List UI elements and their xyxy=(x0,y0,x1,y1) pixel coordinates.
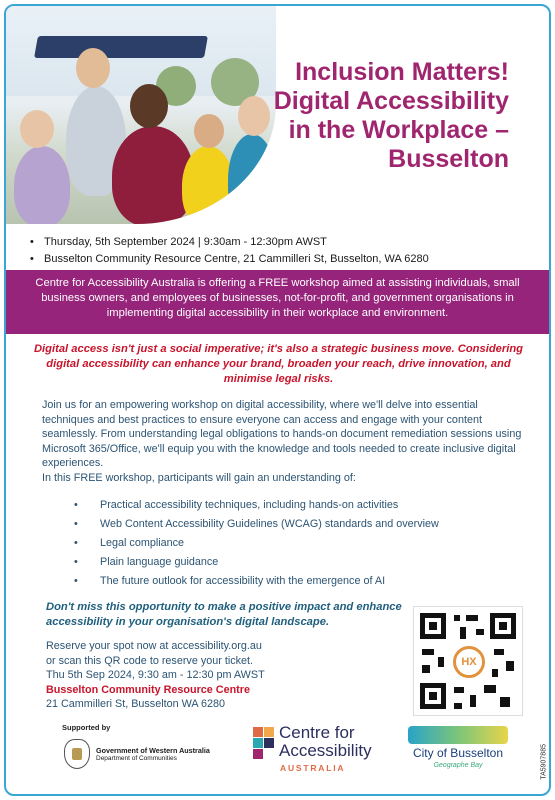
cfa-logo-line3: AUSTRALIA xyxy=(280,763,346,773)
qr-code[interactable] xyxy=(413,606,523,716)
logo-square-icon xyxy=(264,727,274,737)
print-code: TA5907885 xyxy=(541,744,548,780)
government-logo xyxy=(64,739,210,769)
event-date-time: • Thursday, 5th September 2024 | 9:30am - 12:30pm AWST xyxy=(28,234,429,251)
crest-icon xyxy=(64,739,90,769)
intro-band: Centre for Accessibility Australia is offering a FREE workshop aimed at assisting individuals, small business owners, and employees of businesses, not-for-profit, and government organisations in implementing digital accessibility in their workplace and environment. xyxy=(6,270,549,334)
workshop-description xyxy=(42,398,532,486)
reservation-info xyxy=(46,639,406,712)
cfa-logo-line1: Centre for xyxy=(279,723,355,742)
department-name: Department of Communities xyxy=(96,755,177,762)
list-item: • The future outlook for accessibility with the emergence of AI xyxy=(66,572,506,591)
government-name: Government of Western Australia xyxy=(96,746,210,755)
reserve-address: 21 Cammilleri St, Busselton WA 6280 xyxy=(46,698,226,711)
logo-square-icon xyxy=(253,749,263,759)
list-item: • Web Content Accessibility Guidelines (WCAG) standards and overview xyxy=(66,515,506,534)
event-details xyxy=(28,234,429,268)
logo-square-icon xyxy=(253,727,263,737)
flyer-frame xyxy=(4,4,551,796)
supported-by-label: Supported by xyxy=(62,723,111,732)
city-name: City of Busselton xyxy=(412,746,504,760)
list-item: • Practical accessibility techniques, including hands-on activities xyxy=(66,496,506,515)
wave-icon xyxy=(408,726,508,744)
cfa-logo xyxy=(253,723,393,779)
reserve-line-date: Thu 5th Sep 2024, 9:30 am - 12:30 pm AWST xyxy=(46,669,265,682)
description-lead: In this FREE workshop, participants will gain an understanding of: xyxy=(42,471,356,484)
event-location: • Busselton Community Resource Centre, 21 Cammilleri St, Busselton, WA 6280 xyxy=(28,251,429,268)
logo-square-icon xyxy=(264,738,274,748)
list-item: • Plain language guidance xyxy=(66,553,506,572)
hero-photo xyxy=(6,6,276,224)
call-to-action: Don't miss this opportunity to make a positive impact and enhance accessibility in your organisation's digital landscape. xyxy=(46,601,402,628)
topics-list xyxy=(66,496,506,591)
strategic-statement: Digital access isn't just a social imperative; it's also a strategic business move. Considering digital accessibility can enhance your brand, broaden your reach, drive innovation, and minimise legal risks. xyxy=(33,343,524,385)
page-title: Inclusion Matters! Digital Accessibility in the Workplace – Busselton xyxy=(273,58,509,173)
reserve-venue: Busselton Community Resource Centre xyxy=(46,683,250,696)
reserve-line-qr: or scan this QR code to reserve your ticket. xyxy=(46,654,254,667)
cfa-logo-line2: Accessibility xyxy=(279,741,372,760)
description-paragraph: Join us for an empowering workshop on digital accessibility, where we'll delve into essential techniques and best practices to ensure everyone can access and engage with your content seamlessly. From understanding legal obligations to hands-on document remediation sessions using Microsoft 365/Office, we'll equip you with the knowledge and tools needed to create inclusive digital experiences. xyxy=(42,399,522,470)
reserve-line-website[interactable]: Reserve your spot now at accessibility.org.au xyxy=(46,640,262,652)
qr-logo: HX xyxy=(453,646,485,678)
list-item: • Legal compliance xyxy=(66,534,506,553)
logo-square-icon xyxy=(253,738,263,748)
city-of-busselton-logo xyxy=(408,726,508,776)
city-tagline: Geographe Bay xyxy=(433,762,483,769)
